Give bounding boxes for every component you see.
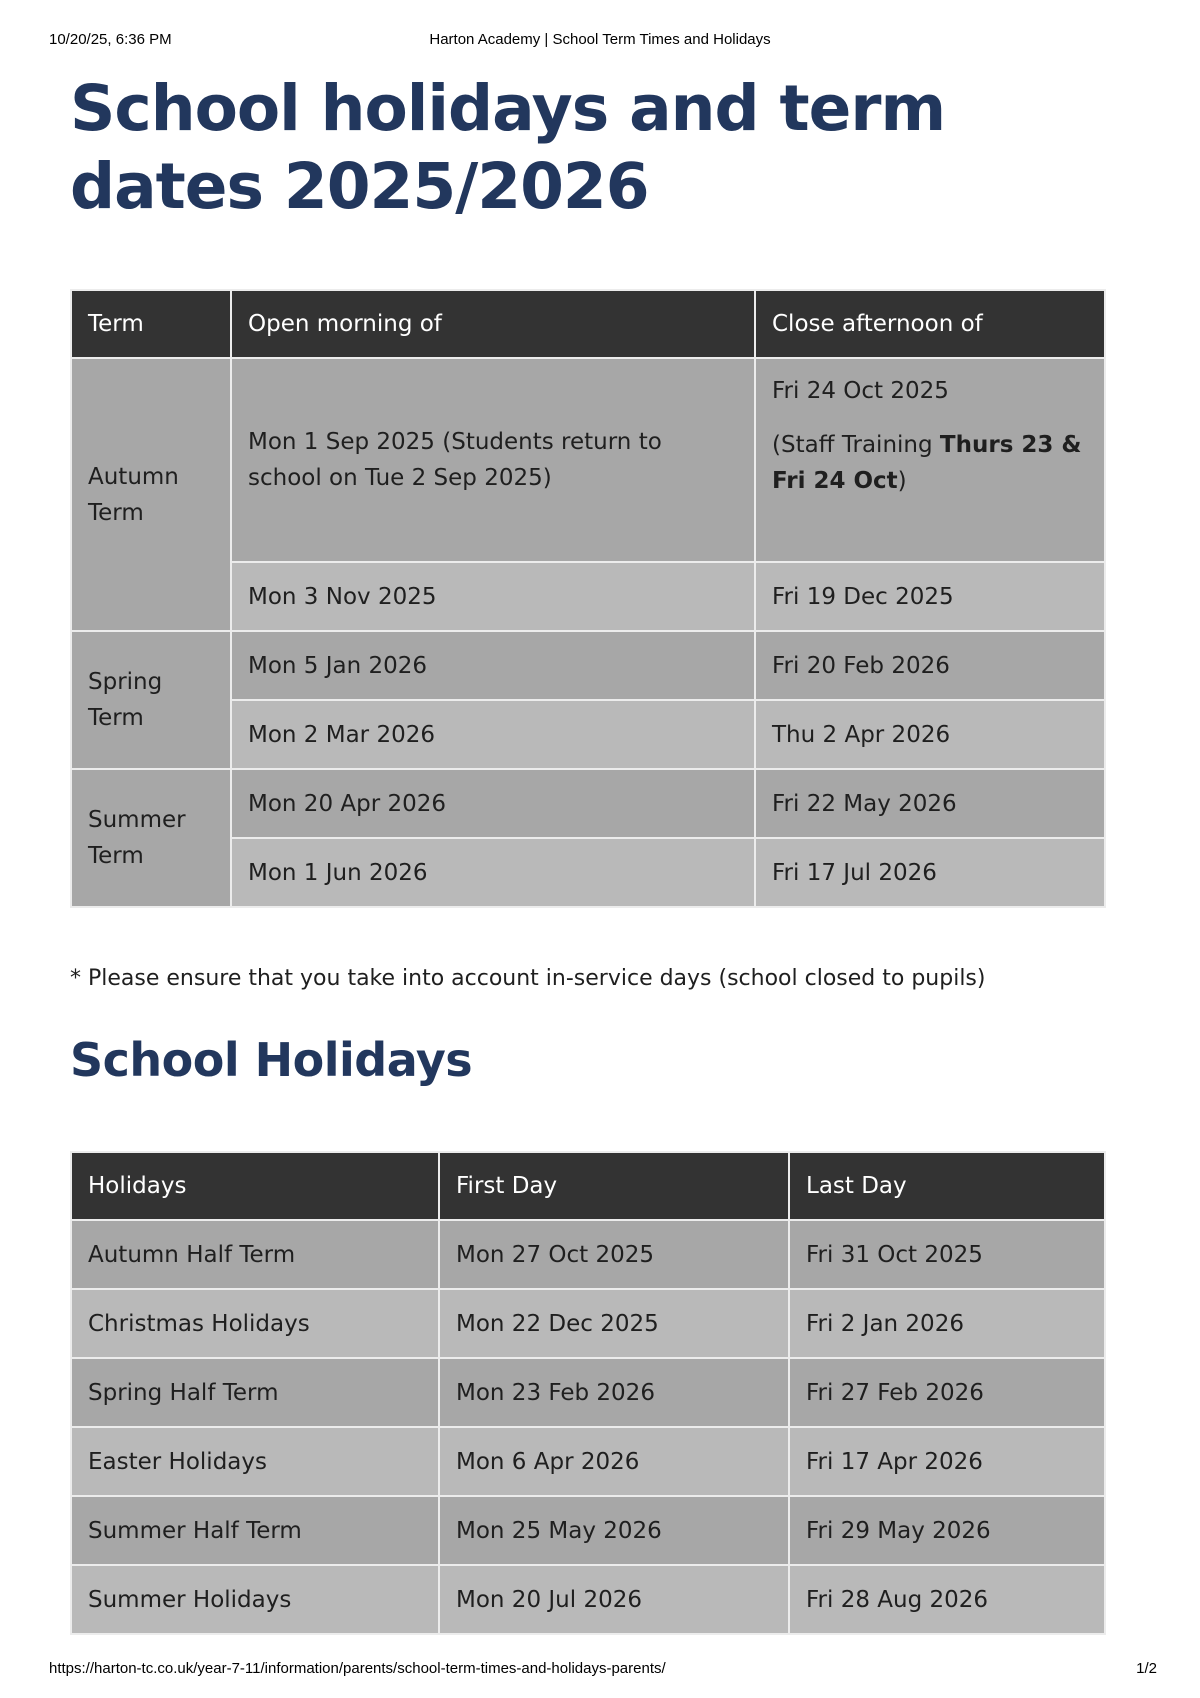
school-holidays-table	[70, 1151, 1106, 1635]
holiday-name-cell: Summer Holidays	[71, 1565, 439, 1634]
column-header: Close afternoon of	[755, 290, 1105, 358]
table-row	[71, 1565, 1105, 1634]
first-day-cell: Mon 27 Oct 2025	[439, 1220, 789, 1289]
table-row	[71, 1220, 1105, 1289]
table-header-row	[71, 1152, 1105, 1220]
open-date-cell: Mon 1 Sep 2025 (Students return to school on Tue 2 Sep 2025)	[231, 358, 755, 562]
staff-training-note: (Staff Training Thurs 23 & Fri 24 Oct)	[772, 432, 1082, 494]
column-header: Term	[71, 290, 231, 358]
close-date-cell: Fri 22 May 2026	[755, 769, 1105, 838]
open-date-cell: Mon 5 Jan 2026	[231, 631, 755, 700]
print-url: https://harton-tc.co.uk/year-7-11/information/parents/school-term-times-and-holidays-parents/	[49, 1660, 666, 1677]
last-day-cell: Fri 29 May 2026	[789, 1496, 1105, 1565]
holiday-name-cell: Spring Half Term	[71, 1358, 439, 1427]
close-date-cell: Thu 2 Apr 2026	[755, 700, 1105, 769]
table-row	[71, 1289, 1105, 1358]
column-header: Open morning of	[231, 290, 755, 358]
column-header: First Day	[439, 1152, 789, 1220]
last-day-cell: Fri 31 Oct 2025	[789, 1220, 1105, 1289]
print-date: 10/20/25, 6:36 PM	[49, 31, 172, 48]
close-date-cell: Fri 19 Dec 2025	[755, 562, 1105, 631]
column-header: Holidays	[71, 1152, 439, 1220]
table-row	[71, 1358, 1105, 1427]
print-page-number: 1/2	[1136, 1660, 1157, 1677]
open-date-cell: Mon 20 Apr 2026	[231, 769, 755, 838]
last-day-cell: Fri 27 Feb 2026	[789, 1358, 1105, 1427]
term-dates-table	[70, 289, 1106, 908]
print-page-title: Harton Academy | School Term Times and Holidays	[429, 31, 771, 48]
first-day-cell: Mon 23 Feb 2026	[439, 1358, 789, 1427]
table-header-row	[71, 290, 1105, 358]
last-day-cell: Fri 28 Aug 2026	[789, 1565, 1105, 1634]
holiday-name-cell: Summer Half Term	[71, 1496, 439, 1565]
open-date-cell: Mon 3 Nov 2025	[231, 562, 755, 631]
table-row	[71, 631, 1105, 700]
term-name-cell: Autumn Term	[71, 358, 231, 631]
close-date-cell: Fri 20 Feb 2026	[755, 631, 1105, 700]
table-row	[71, 1427, 1105, 1496]
term-name-cell: Summer Term	[71, 769, 231, 907]
holiday-name-cell: Autumn Half Term	[71, 1220, 439, 1289]
open-date-cell: Mon 1 Jun 2026	[231, 838, 755, 907]
holiday-name-cell: Easter Holidays	[71, 1427, 439, 1496]
term-name-cell: Spring Term	[71, 631, 231, 769]
in-service-note: * Please ensure that you take into account in-service days (school closed to pupils)	[70, 966, 986, 991]
column-header: Last Day	[789, 1152, 1105, 1220]
page-title: School holidays and term dates 2025/2026	[70, 72, 946, 223]
first-day-cell: Mon 20 Jul 2026	[439, 1565, 789, 1634]
first-day-cell: Mon 25 May 2026	[439, 1496, 789, 1565]
table-row	[71, 1496, 1105, 1565]
close-date: Fri 24 Oct 2025	[772, 378, 949, 404]
close-date-cell	[755, 358, 1105, 562]
first-day-cell: Mon 22 Dec 2025	[439, 1289, 789, 1358]
close-date-cell: Fri 17 Jul 2026	[755, 838, 1105, 907]
last-day-cell: Fri 17 Apr 2026	[789, 1427, 1105, 1496]
first-day-cell: Mon 6 Apr 2026	[439, 1427, 789, 1496]
table-row	[71, 358, 1105, 562]
table-row	[71, 769, 1105, 838]
last-day-cell: Fri 2 Jan 2026	[789, 1289, 1105, 1358]
holiday-name-cell: Christmas Holidays	[71, 1289, 439, 1358]
open-date-cell: Mon 2 Mar 2026	[231, 700, 755, 769]
holidays-heading: School Holidays	[70, 1033, 473, 1087]
